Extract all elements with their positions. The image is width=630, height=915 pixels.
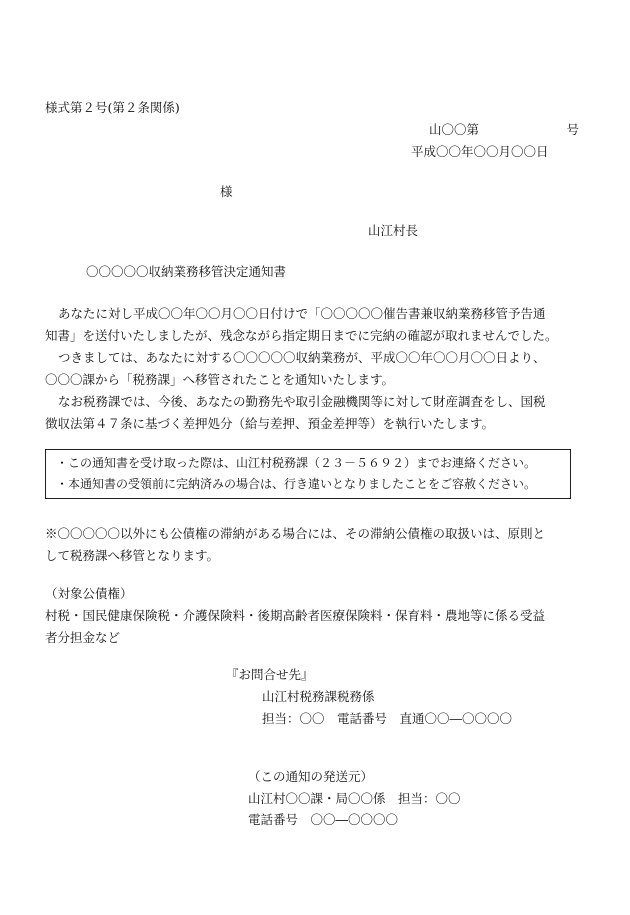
- sender-name: 山江村長: [368, 223, 419, 238]
- body-p1-line2: 知書」を送付いたしましたが、残念ながら指定期日までに完納の確認が取れませんでした。: [45, 328, 558, 343]
- body-p3-line2: 徴収法第４７条に基づく差押処分（給与差押、預金差押等）を執行いたします。: [45, 416, 495, 431]
- target-debts-line-1: 村税・国民健康保険税・介護保険料・後期高齢者医療保険料・保育料・農地等に係る受益: [45, 608, 546, 623]
- recipient-suffix: 様: [220, 184, 233, 199]
- body-p3-line1: なお税務課では、今後、あなたの勤務先や取引金融機関等に対して財産調査をし、国税: [58, 394, 546, 409]
- document-title: 〇〇〇〇〇収納業務移管決定通知書: [86, 264, 287, 279]
- body-text: [45, 303, 590, 435]
- document-number: 山〇〇第 号: [428, 122, 579, 137]
- inquiry-heading: 『お問合せ先』: [226, 667, 314, 682]
- target-debts-line-2: 者分担金など: [45, 630, 121, 645]
- transfer-note: [45, 523, 590, 567]
- body-p2-line2: 〇〇〇課から「税務課」へ移管されたことを通知いたします。: [45, 372, 395, 387]
- origin-heading: （この通知の発送元）: [248, 769, 374, 784]
- notice-box: [45, 449, 571, 499]
- origin-phone: 電話番号 〇〇―〇〇〇〇: [248, 812, 399, 827]
- target-debts-heading: （対象公債権）: [45, 586, 133, 601]
- notice-line-2: ・本通知書の受領前に完納済みの場合は、行き違いとなりましたことをご容赦ください。: [56, 477, 537, 491]
- inquiry-contact: 担当：〇〇 電話番号 直通〇〇―〇〇〇〇: [262, 711, 513, 726]
- target-debts: [45, 583, 590, 649]
- body-p2-line1: つきましては、あなたに対する〇〇〇〇〇収納業務が、平成〇〇年〇〇月〇〇日より、: [58, 350, 546, 365]
- inquiry-department: 山江村税務課税務係: [262, 689, 375, 704]
- note-line-1: ※〇〇〇〇〇以外にも公債権の滞納がある場合には、その滞納公債権の取扱いは、原則と: [45, 526, 546, 541]
- origin-department: 山江村〇〇課・局〇〇係 担当：〇〇: [248, 791, 461, 806]
- form-label: 様式第２号(第２条関係): [45, 100, 180, 115]
- notice-line-1: ・この通知書を受け取った際は、山江村税務課（２３－５６９２）までお連絡ください。: [56, 456, 537, 470]
- body-p1-line1: あなたに対し平成〇〇年〇〇月〇〇日付けで「〇〇〇〇〇催告書兼収納業務移管予告通: [58, 306, 546, 321]
- document-date: 平成〇〇年〇〇月〇〇日: [411, 144, 549, 159]
- note-line-2: して税務課へ移管となります。: [45, 548, 220, 563]
